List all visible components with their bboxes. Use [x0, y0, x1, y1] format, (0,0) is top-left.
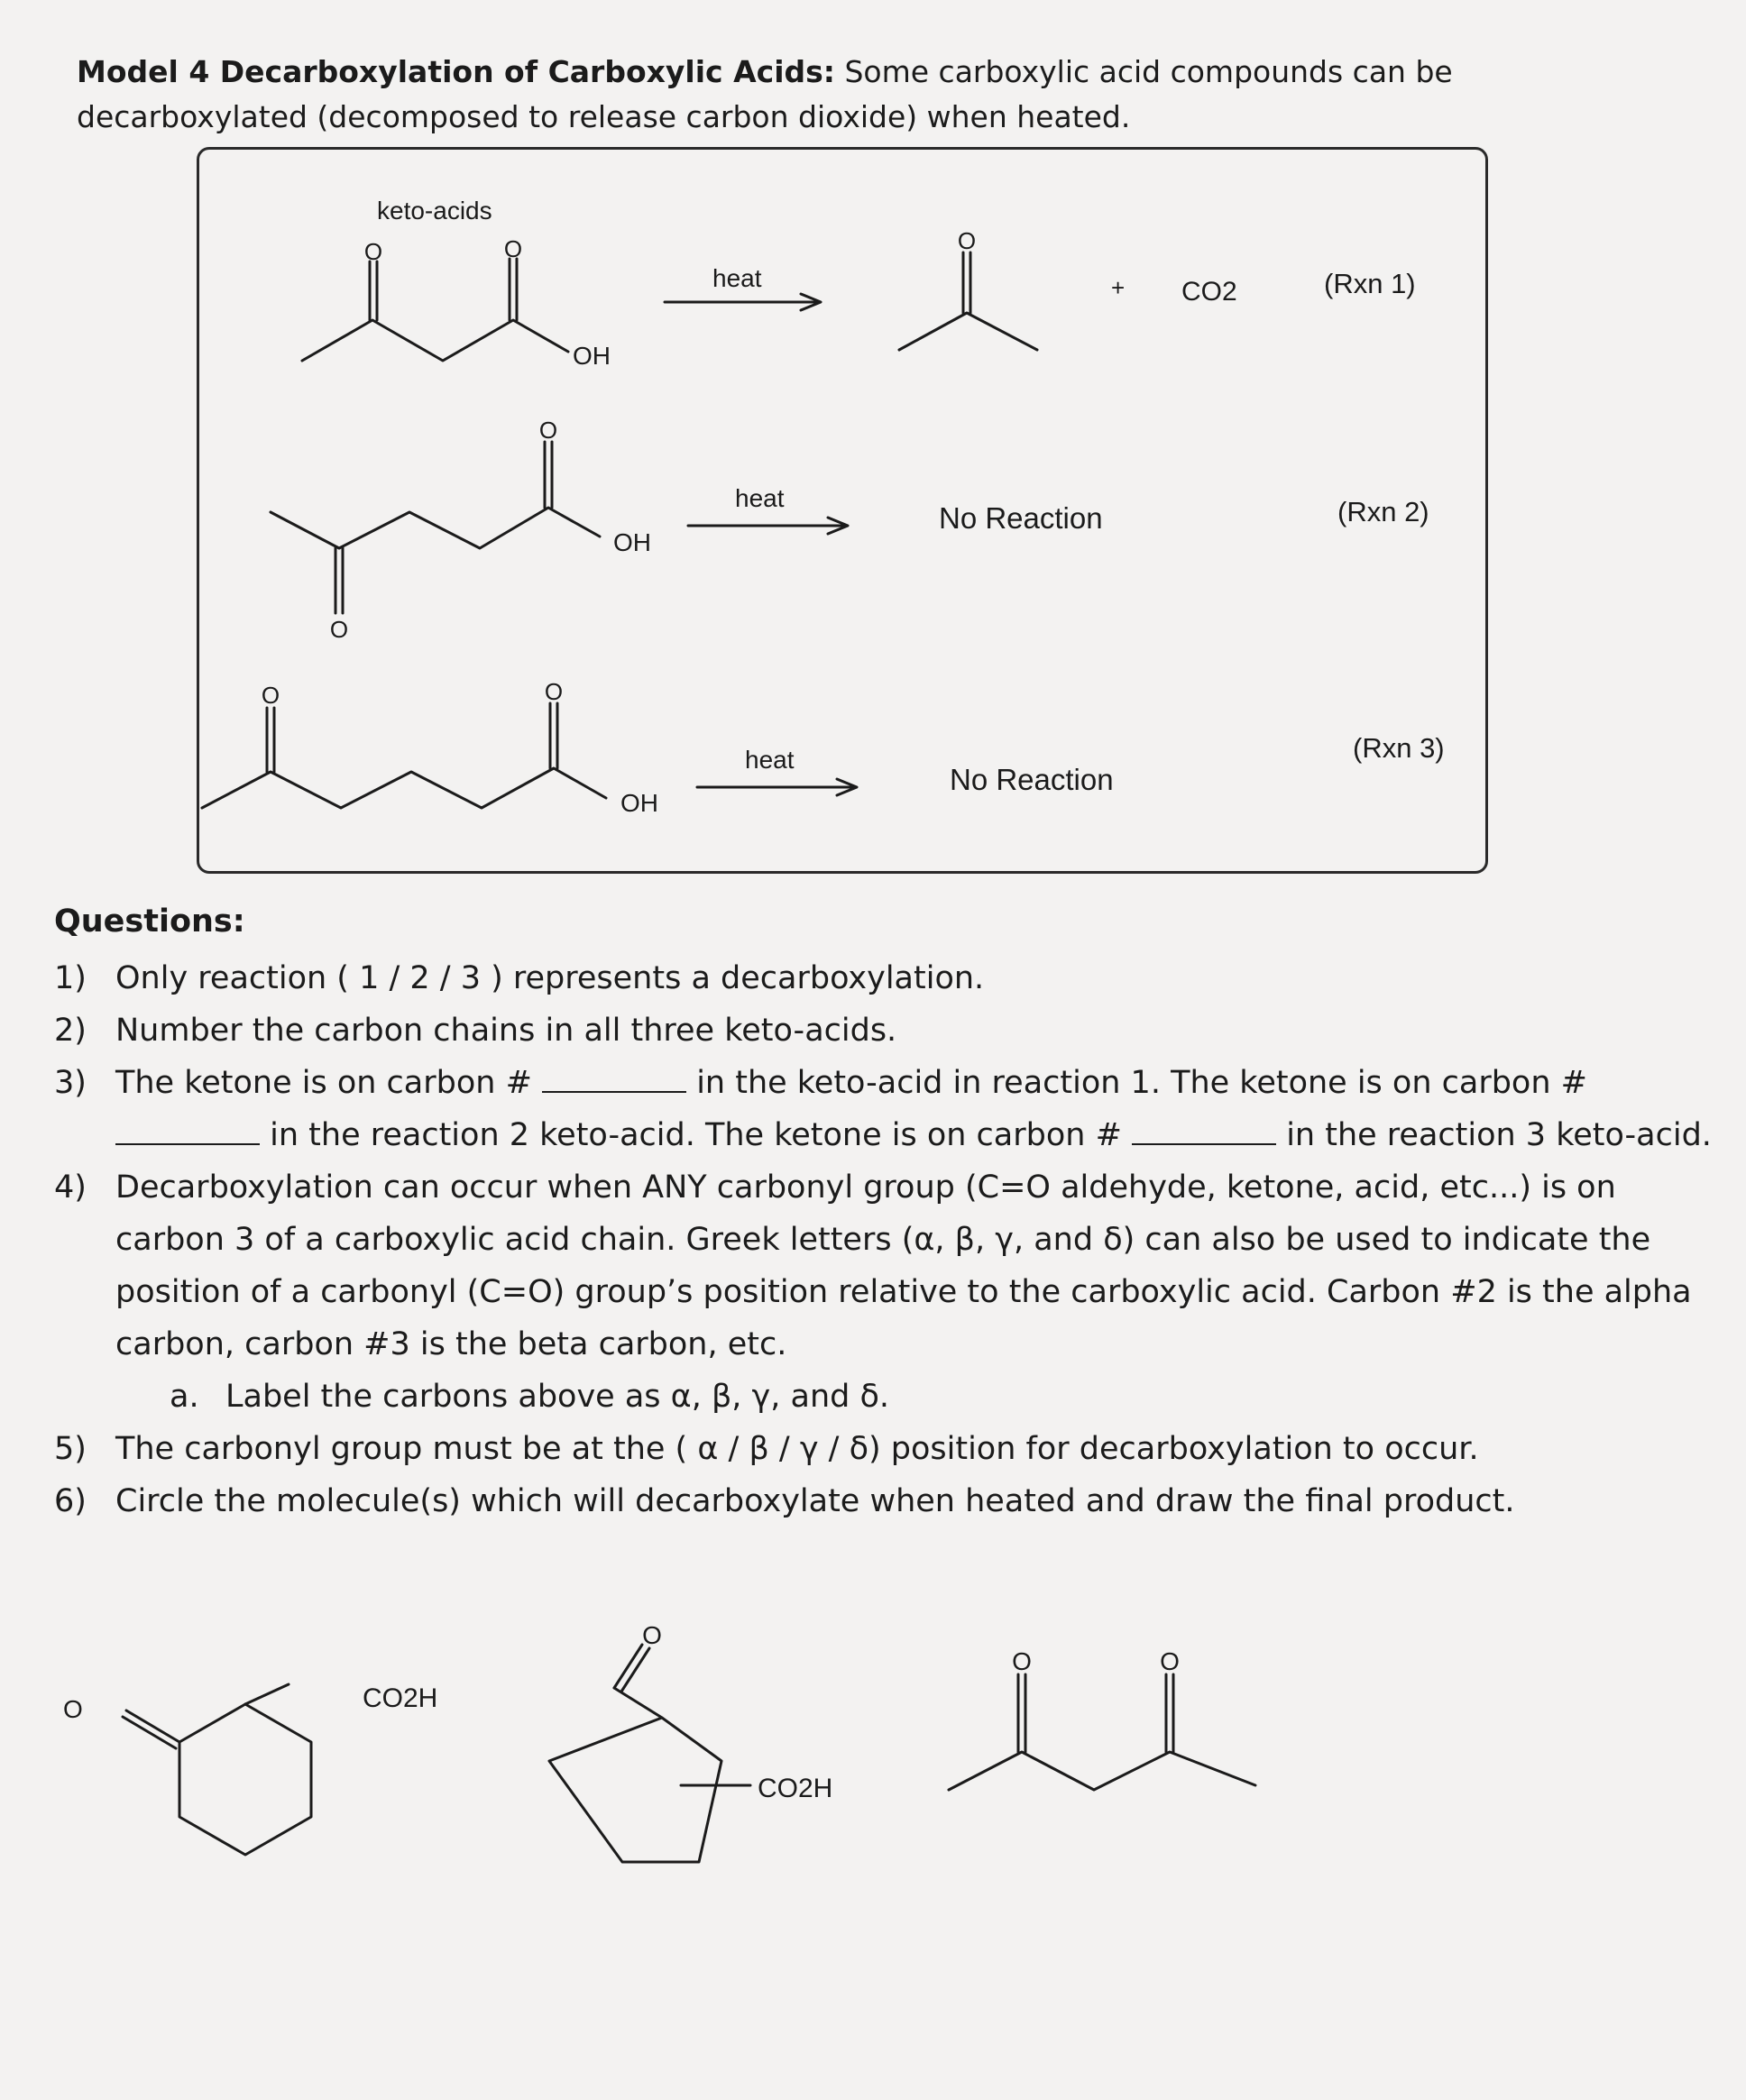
question-3-part-4: in the reaction 3 keto-acid.: [1286, 1117, 1712, 1153]
rxn1-oxygen-1: O: [363, 238, 383, 265]
question-6: [54, 1475, 1714, 1527]
rxn2-keto-acid-structure: [271, 442, 600, 613]
rxn1-oxygen-2: O: [503, 235, 523, 262]
rxn2-hydroxyl: OH: [613, 528, 651, 556]
rxn3-hydroxyl: OH: [620, 789, 658, 817]
rxn3-arrow: [697, 779, 857, 795]
rxn2-oxygen-1: O: [538, 417, 558, 444]
molecule-2-structure: [549, 1645, 750, 1862]
rxn1-arrow: [665, 294, 821, 310]
model-description: Some carboxylic acid compounds can be decarboxylated (decomposed to release carbon dioxide) when heated.: [77, 54, 1453, 134]
answer-blank-rxn3[interactable]: [1132, 1113, 1276, 1145]
rxn3-keto-acid-structure: [202, 703, 606, 808]
rxn3-condition: heat: [745, 746, 795, 774]
question-3-number: 3): [54, 1065, 87, 1101]
rxn3-oxygen-1: O: [261, 682, 280, 709]
answer-blank-rxn2[interactable]: [115, 1113, 260, 1145]
questions-section: [54, 903, 1714, 1527]
molecule-3-structure: [949, 1674, 1255, 1790]
rxn1-hydroxyl: OH: [573, 342, 611, 370]
question-3-part-2: in the keto-acid in reaction 1. The ketone is on carbon #: [696, 1065, 1587, 1101]
question-1: [54, 952, 1714, 1004]
question-2: [54, 1004, 1714, 1057]
molecule-2-oxygen: O: [642, 1621, 662, 1649]
rxn2-product: No Reaction: [939, 501, 1103, 535]
rxn2-oxygen-2: O: [329, 616, 349, 643]
question-5-text: The carbonyl group must be at the ( α / β / γ / δ) position for decarboxylation to occur.: [115, 1431, 1479, 1467]
rxn3-label: (Rxn 3): [1353, 732, 1445, 764]
rxn2-condition: heat: [735, 484, 785, 512]
questions-title: Questions:: [54, 903, 245, 940]
rxn1-keto-acid-structure: [302, 259, 568, 361]
rxn3-product: No Reaction: [950, 763, 1114, 796]
question-1-number: 1): [54, 960, 87, 996]
question-2-text: Number the carbon chains in all three keto-acids.: [115, 1013, 897, 1049]
keto-acids-label: keto-acids: [377, 197, 492, 225]
molecule-3-oxygen-2: O: [1160, 1647, 1180, 1675]
acetone-structure: [899, 252, 1037, 350]
rxn1-label: (Rxn 1): [1324, 268, 1416, 299]
rxn1-co2: CO2: [1181, 277, 1237, 307]
question-5: [54, 1423, 1714, 1475]
question-3: [54, 1057, 1714, 1161]
molecule-3-oxygen-1: O: [1012, 1647, 1032, 1675]
answer-blank-rxn1[interactable]: [542, 1060, 686, 1093]
question-4-number: 4): [54, 1169, 87, 1206]
question-3-part-3: in the reaction 2 keto-acid. The ketone is on carbon #: [270, 1117, 1122, 1153]
question-4a-label: a.: [170, 1379, 199, 1415]
acetone-oxygen: O: [957, 227, 977, 254]
rxn1-plus: +: [1111, 274, 1126, 301]
question-6-number: 6): [54, 1483, 87, 1519]
question-4a-text: Label the carbons above as α, β, γ, and δ.: [225, 1379, 890, 1415]
question-1-text: Only reaction ( 1 / 2 / 3 ) represents a decarboxylation.: [115, 960, 985, 996]
question-2-number: 2): [54, 1013, 87, 1049]
molecule-1-carboxyl: CO2H: [363, 1683, 438, 1713]
question-3-part-1: The ketone is on carbon #: [115, 1065, 532, 1101]
question-4: [54, 1161, 1714, 1371]
rxn1-condition: heat: [712, 264, 762, 292]
rxn2-label: (Rxn 2): [1337, 496, 1429, 527]
question-5-number: 5): [54, 1431, 87, 1467]
question-6-text: Circle the molecule(s) which will decarboxylate when heated and draw the final product.: [115, 1483, 1515, 1519]
model-title: Model 4 Decarboxylation of Carboxylic Acids:: [77, 54, 835, 89]
question-4a: [54, 1371, 1714, 1423]
molecule-1-oxygen: O: [63, 1695, 83, 1723]
rxn2-arrow: [688, 518, 848, 534]
question-4-text: Decarboxylation can occur when ANY carbonyl group (C=O aldehyde, ketone, acid, etc...) is on carbon 3 of a carboxylic acid chain. Greek letters (α, β, γ, and δ) can also be used to indicate the position of a carbonyl (C=O) group’s position relative to the carboxylic acid. Carbon #2 is the alpha carbon, carbon #3 is the beta carbon, etc.: [115, 1169, 1692, 1362]
molecule-1-structure: [123, 1684, 311, 1855]
rxn3-oxygen-2: O: [544, 678, 564, 705]
molecule-2-carboxyl: CO2H: [758, 1774, 833, 1803]
